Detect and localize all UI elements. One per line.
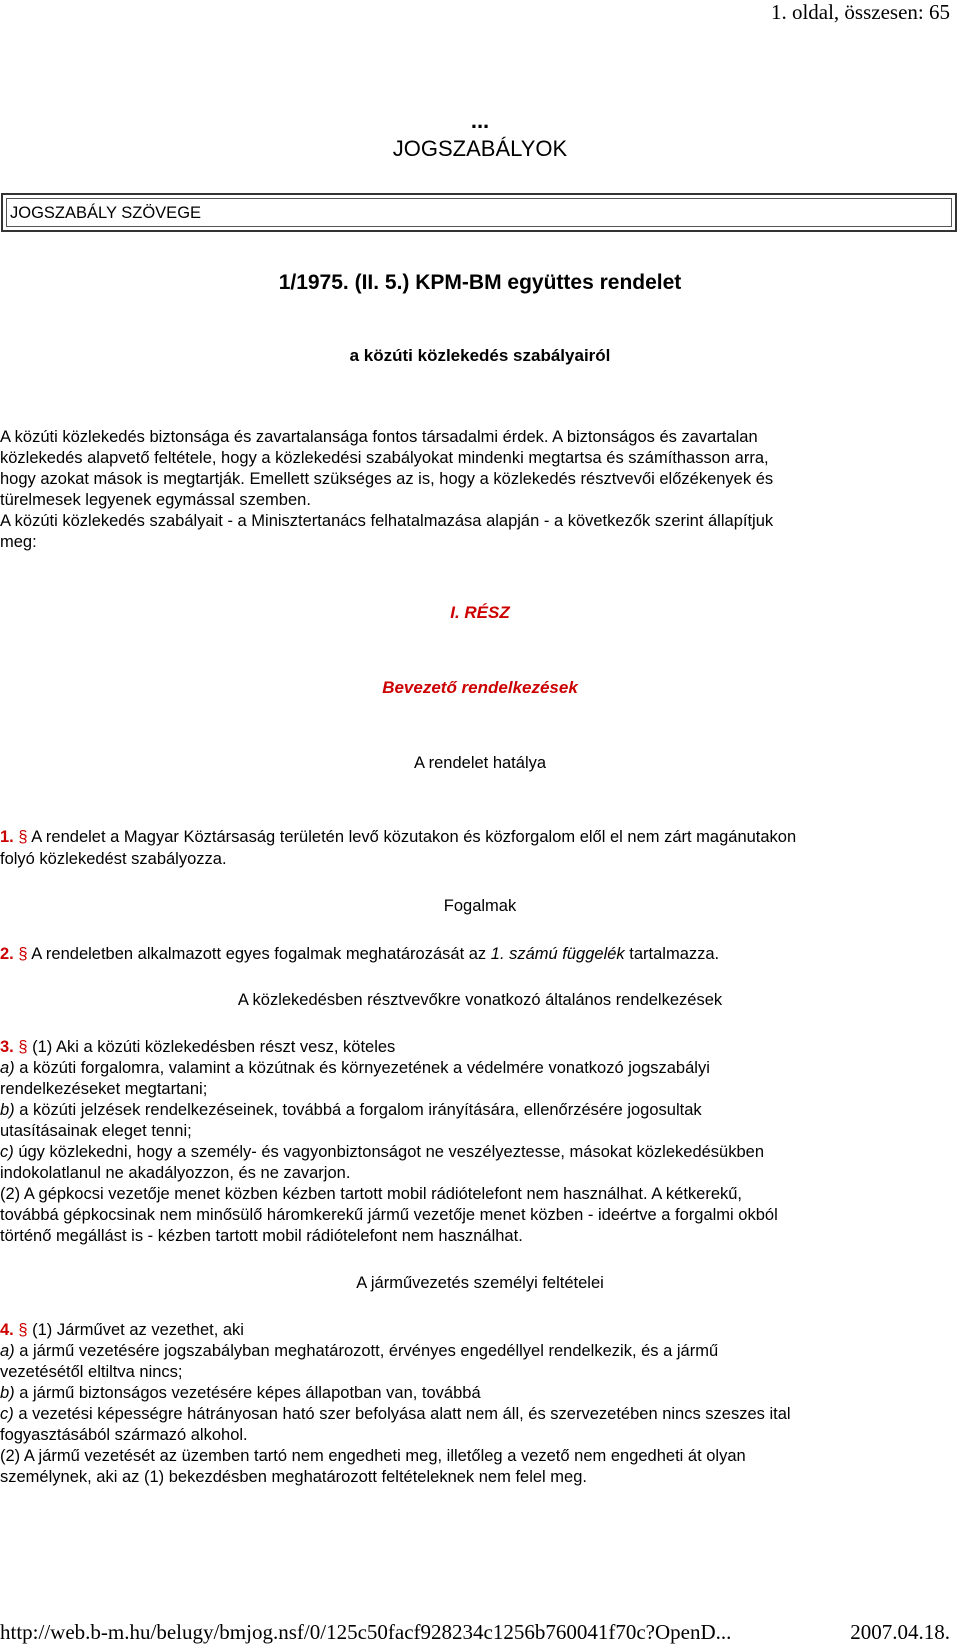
item-text: úgy közlekedni, hogy a személy- és vagyonbiztonságot ne veszélyeztesse, másokat közlekedésükben — [13, 1143, 765, 1161]
item-label: c) — [0, 1143, 14, 1161]
list-item — [0, 1100, 955, 1121]
preamble-line: türelmesek legyenek egymással szemben. — [0, 491, 311, 509]
item-label: a) — [0, 1059, 15, 1077]
item-label: b) — [0, 1384, 15, 1402]
list-item-cont: fogyasztásából származó alkohol. — [0, 1426, 248, 1444]
item-label: b) — [0, 1101, 15, 1119]
list-item-cont: utasításainak eleget tenni; — [0, 1122, 192, 1140]
section-heading-2: Fogalmak — [443, 897, 517, 915]
list-item — [0, 1404, 955, 1425]
appendix-link[interactable]: 1. számú függelék — [490, 945, 625, 963]
title-ellipsis: ... — [470, 108, 490, 133]
preamble-line: A közúti közlekedés szabályait - a Minisztertanács felhatalmazása alapján - a következők szerint állapítjuk — [0, 512, 774, 530]
document-subtitle: a közúti közlekedés szabályairól — [349, 346, 611, 365]
section-number: 2. — [0, 945, 14, 963]
item-text: a jármű biztonságos vezetésére képes állapotban van, továbbá — [14, 1384, 481, 1402]
section-number: 1. — [0, 828, 14, 846]
section-sign-icon[interactable]: § — [18, 1038, 28, 1056]
section-3 — [0, 1037, 955, 1058]
preamble-line: hogy azokat mások is megtartják. Emellett szükséges az is, hogy a közlekedés résztvevői előzékenyek és — [0, 470, 774, 488]
section-text-line: folyó közlekedést szabályozza. — [0, 850, 227, 868]
item-text: a jármű vezetésére jogszabályban meghatározott, érvényes engedéllyel rendelkezik, és a jármű — [14, 1342, 719, 1360]
section-heading-3: A közlekedésben résztvevőkre vonatkozó általános rendelkezések — [237, 991, 723, 1009]
section-heading-4: A járművezetés személyi feltételei — [356, 1274, 604, 1292]
paragraph-line: személynek, aki az (1) bekezdésben meghatározott feltételeknek nem felel meg. — [0, 1468, 587, 1486]
site-title: JOGSZABÁLYOK — [392, 136, 568, 161]
page-counter: 1. oldal, összesen: 65 — [770, 0, 950, 24]
list-item — [0, 1142, 955, 1163]
footer-date: 2007.04.18. — [850, 1620, 950, 1644]
item-label: a) — [0, 1342, 15, 1360]
section-sign-icon[interactable]: § — [18, 1321, 28, 1339]
item-text: a közúti forgalomra, valamint a közútnak és környezetének a védelmére vonatkozó jogszabályi — [14, 1059, 710, 1077]
section-4 — [0, 1320, 955, 1341]
tab-label[interactable]: JOGSZABÁLY SZÖVEGE — [10, 204, 202, 222]
section-text: A rendelet a Magyar Köztársaság területén levő közutakon és közforgalom elől el nem zárt magánutakon — [31, 828, 797, 846]
preamble-line: A közúti közlekedés biztonsága és zavartalansága fontos társadalmi érdek. A biztonságos és zavartalan — [0, 428, 758, 446]
document-title: 1/1975. (II. 5.) KPM-BM együttes rendelet — [278, 271, 682, 294]
section-text: (1) Aki a közúti közlekedésben részt vesz, köteles — [32, 1038, 396, 1056]
paragraph-line: továbbá gépkocsinak nem minősülő háromkerekű jármű vezetője menet közben - ideértve a forgalmi okból — [0, 1206, 778, 1224]
paragraph-line: történő megállást is - kézben tartott mobil rádiótelefont nem használhat. — [0, 1227, 523, 1245]
item-text: a közúti jelzések rendelkezéseinek, továbbá a forgalom irányítására, ellenőrzésére jogosultak — [14, 1101, 702, 1119]
tab-box — [1, 193, 957, 232]
list-item-cont: indokolatlanul ne akadályozzon, és ne zavarjon. — [0, 1164, 351, 1182]
list-item — [0, 1341, 955, 1362]
section-2 — [0, 944, 955, 965]
section-text: tartalmazza. — [624, 945, 720, 963]
part-title: Bevezető rendelkezések — [382, 678, 578, 697]
section-sign-icon[interactable]: § — [18, 828, 28, 846]
section-heading-1: A rendelet hatálya — [413, 754, 547, 772]
preamble-line: közlekedés alapvető feltétele, hogy a közlekedési szabályokat mindenki megtartsa és számíthasson arra, — [0, 449, 769, 467]
part-heading: I. RÉSZ — [450, 603, 510, 622]
footer-url: http://web.b-m.hu/belugy/bmjog.nsf/0/125c50facf928234c1256b760041f70c?OpenD... — [0, 1620, 732, 1644]
preamble-line: meg: — [0, 533, 37, 551]
list-item-cont: rendelkezéseket megtartani; — [0, 1080, 208, 1098]
section-number: 4. — [0, 1321, 14, 1339]
paragraph-line: (2) A jármű vezetését az üzemben tartó nem engedheti meg, illetőleg a vezető nem engedheti át olyan — [0, 1447, 746, 1465]
section-1 — [0, 827, 955, 848]
section-text: (1) Járművet az vezethet, aki — [32, 1321, 244, 1339]
section-sign-icon[interactable]: § — [18, 945, 28, 963]
list-item-cont: vezetésétől eltiltva nincs; — [0, 1363, 183, 1381]
list-item — [0, 1383, 955, 1404]
list-item — [0, 1058, 955, 1079]
section-number: 3. — [0, 1038, 14, 1056]
section-text: A rendeletben alkalmazott egyes fogalmak meghatározását az — [31, 945, 491, 963]
item-text: a vezetési képességre hátrányosan ható szer befolyása alatt nem áll, és szervezetében nincs szeszes ital — [13, 1405, 791, 1423]
paragraph-line: (2) A gépkocsi vezetője menet közben kézben tartott mobil rádiótelefont nem használhat. A kétkerekű, — [0, 1185, 743, 1203]
item-label: c) — [0, 1405, 14, 1423]
